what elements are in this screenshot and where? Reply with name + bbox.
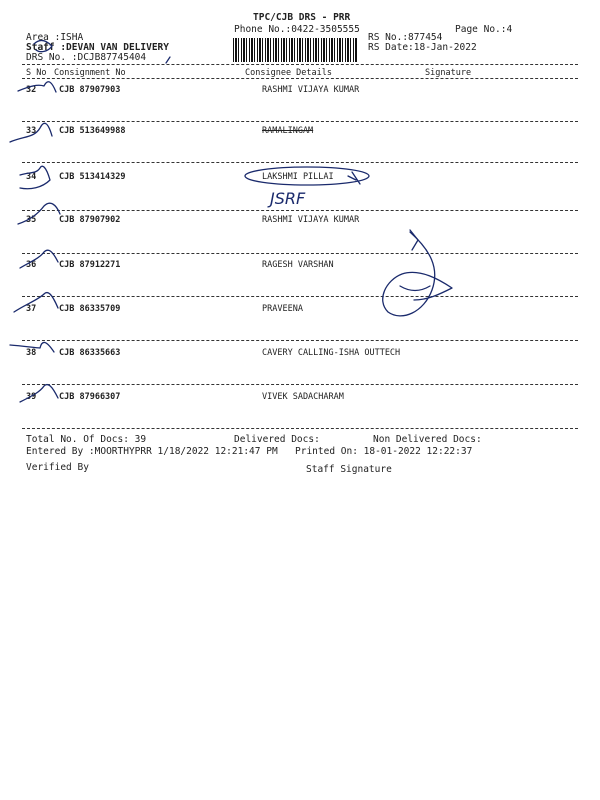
row-divider [22, 162, 578, 163]
row-consignee: RAGESH VARSHAN [262, 260, 334, 270]
document-title: TPC/CJB DRS - PRR [253, 12, 351, 23]
row-consignee: VIVEK SADACHARAM [262, 392, 344, 402]
row-divider [22, 121, 578, 122]
header-divider-bottom [22, 78, 578, 79]
row-consignment: CJB 87966307 [59, 392, 121, 402]
row-sno: 38 [26, 348, 37, 358]
barcode-image [233, 38, 357, 62]
printed-on: Printed On: 18-01-2022 12:22:37 [295, 446, 473, 457]
row-consignee: LAKSHMI PILLAI [262, 172, 334, 182]
row-consignee: CAVERY CALLING-ISHA OUTTECH [262, 348, 401, 358]
entered-by: Entered By :MOORTHYPRR 1/18/2022 12:21:47 PM [26, 446, 278, 457]
row-consignment: CJB 513414329 [59, 172, 126, 182]
row-consignee: RASHMI VIJAYA KUMAR [262, 215, 360, 225]
row-consignment: CJB 86335709 [59, 304, 121, 314]
total-docs: Total No. Of Docs: 39 [26, 434, 147, 445]
row-sno: 39 [26, 392, 37, 402]
page-number: Page No.:4 [455, 24, 513, 35]
drs-number: DRS No. :DCJB87745404 [26, 52, 147, 63]
column-consignee: Consignee Details [245, 68, 332, 78]
phone-number: Phone No.:0422-3505555 [234, 24, 360, 35]
row-sno: 36 [26, 260, 37, 270]
column-consignment: Consignment No [54, 68, 126, 78]
handwritten-note: JSRF [270, 189, 306, 208]
delivered-docs: Delivered Docs: [234, 434, 320, 445]
staff-signature: Staff Signature [306, 464, 392, 475]
header-divider-top [22, 64, 578, 65]
row-consignment: CJB 87907903 [59, 85, 121, 95]
row-sno: 34 [26, 172, 37, 182]
non-delivered-docs: Non Delivered Docs: [373, 434, 482, 445]
row-consignment: CJB 513649988 [59, 126, 126, 136]
rs-date: RS Date:18-Jan-2022 [368, 42, 477, 53]
row-consignment: CJB 86335663 [59, 348, 121, 358]
row-consignee: RASHMI VIJAYA KUMAR [262, 85, 360, 95]
row-consignee: PRAVEENA [262, 304, 303, 314]
row-divider [22, 253, 578, 254]
row-sno: 35 [26, 215, 37, 225]
row-sno: 37 [26, 304, 37, 314]
rs-number: RS No.:877454 [368, 32, 443, 43]
row-consignment: CJB 87912271 [59, 260, 121, 270]
column-sno: S No [26, 68, 47, 78]
column-signature: Signature [425, 68, 472, 78]
row-sno: 32 [26, 85, 37, 95]
row-sno: 33 [26, 126, 37, 136]
row-consignment: CJB 87907902 [59, 215, 121, 225]
table-divider-bottom [22, 428, 578, 429]
verified-by: Verified By [26, 462, 89, 473]
area-label: Area :ISHA [26, 32, 84, 43]
row-divider [22, 296, 578, 297]
row-divider [22, 340, 578, 341]
staff-label: Staff :DEVAN VAN DELIVERY [26, 42, 169, 53]
row-divider [22, 384, 578, 385]
row-divider [22, 210, 578, 211]
row-consignee: RAMALINGAM [262, 126, 314, 136]
